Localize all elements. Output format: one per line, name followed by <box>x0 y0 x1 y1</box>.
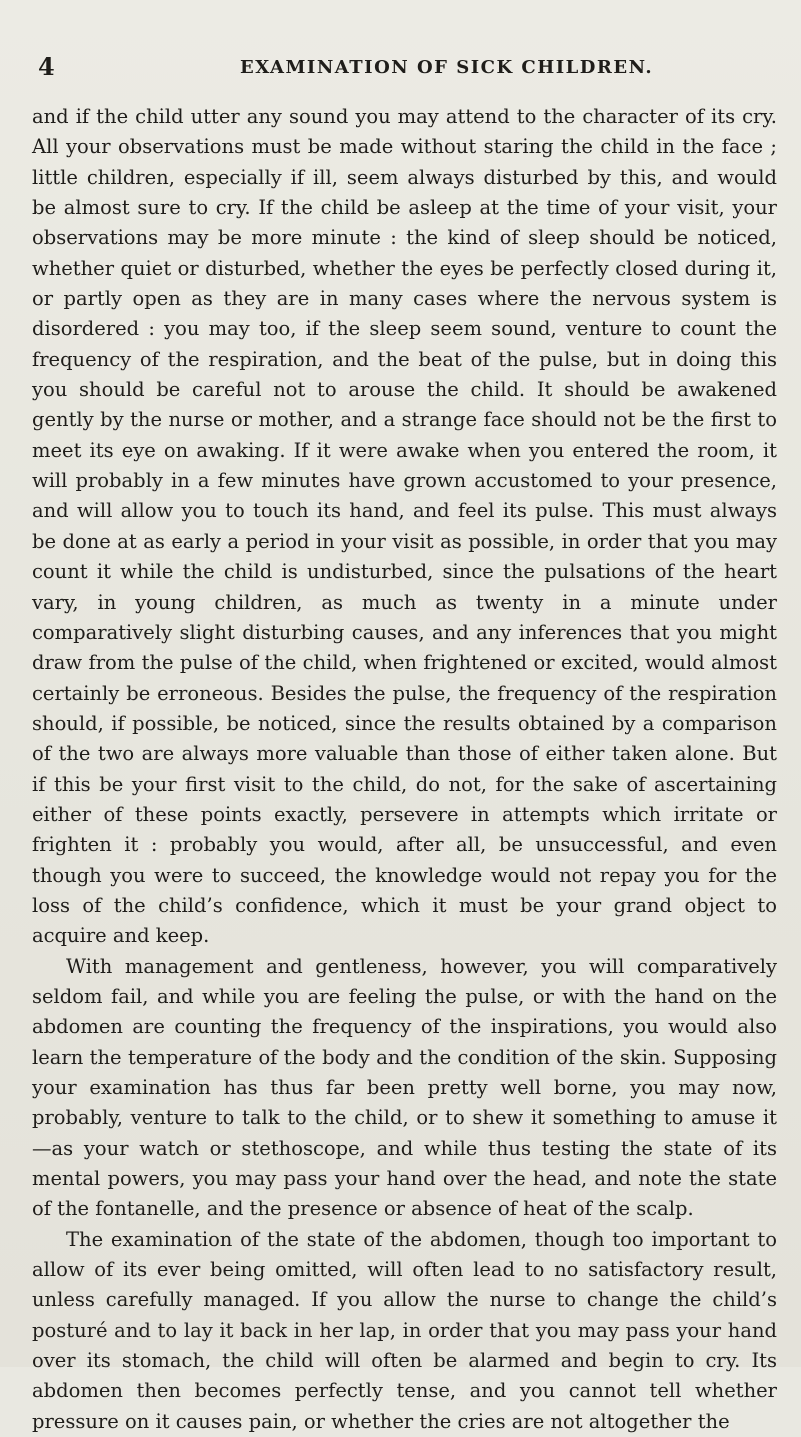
page-number: 4 <box>38 52 55 81</box>
running-title: EXAMINATION OF SICK CHILDREN. <box>240 57 654 78</box>
running-head <box>38 52 768 82</box>
body-text <box>32 102 777 1437</box>
paragraph-3: The examination of the state of the abdomen, though too important to allow of its ever being omitted, will often lead to no satisfactory result, unless carefully managed. If you allow the nurse to change the child’s posturé and to lay it back in her lap, in order that you may pass your hand over its stomach, the child will often be alarmed and begin to cry. Its abdomen then becomes perfectly tense, and you cannot tell whether pressure on it causes pain, or whether the cries are not altogether the <box>32 1227 777 1433</box>
paragraph-1: and if the child utter any sound you may attend to the character of its cry. All your observations must be made without staring the child in the face ; little children, especially if ill, seem always disturbed by this, and would be almost sure to cry. If the child be asleep at the time of your visit, your observations may be more minute : the kind of sleep should be noticed, whether quiet or disturbed, whether the eyes be perfectly closed during it, or partly open as they are in many cases where the nervous system is disordered : you may too, if the sleep seem sound, venture to count the frequency of the respiration, and the beat of the pulse, but in doing this you should be careful not to arouse the child. It should be awakened gently by the nurse or mother, and a strange face should not be the first to meet its eye on awaking. If it were awake when you entered the room, it will probably in a few minutes have grown accustomed to your presence, and will allow you to touch its hand, and feel its pulse. This must always be done at as early a period in your visit as possible, in order that you may count it while the child is undisturbed, since the pulsations of the heart vary, in young children, as much as twenty in a minute under comparatively slight disturbing causes, and any inferences that you might draw from the pulse of the child, when frightened or excited, would almost certainly be erroneous. Besides the pulse, the frequency of the respiration should, if possible, be noticed, since the results obtained by a comparison of the two are always more valuable than those of either taken alone. But if this be your first visit to the child, do not, for the sake of ascertaining either of these points exactly, persevere in attempts which irritate or frighten it : probably you would, after all, be unsuccessful, and even though you were to succeed, the knowledge would not repay you for the loss of the child’s confidence, which it must be your grand object to acquire and keep. <box>32 105 777 948</box>
paragraph-2: With management and gentleness, however, you will comparatively seldom fail, and while you are feeling the pulse, or with the hand on the abdomen are counting the frequency of the inspirations, you would also learn the temperature of the body and the condition of the skin. Supposing your examination has thus far been pretty well borne, you may now, probably, venture to talk to the child, or to shew it something to amuse it —as your watch or stethoscope, and while thus testing the state of its mental powers, you may pass your hand over the head, and note the state of the fontanelle, and the presence or absence of heat of the scalp. <box>32 954 777 1221</box>
